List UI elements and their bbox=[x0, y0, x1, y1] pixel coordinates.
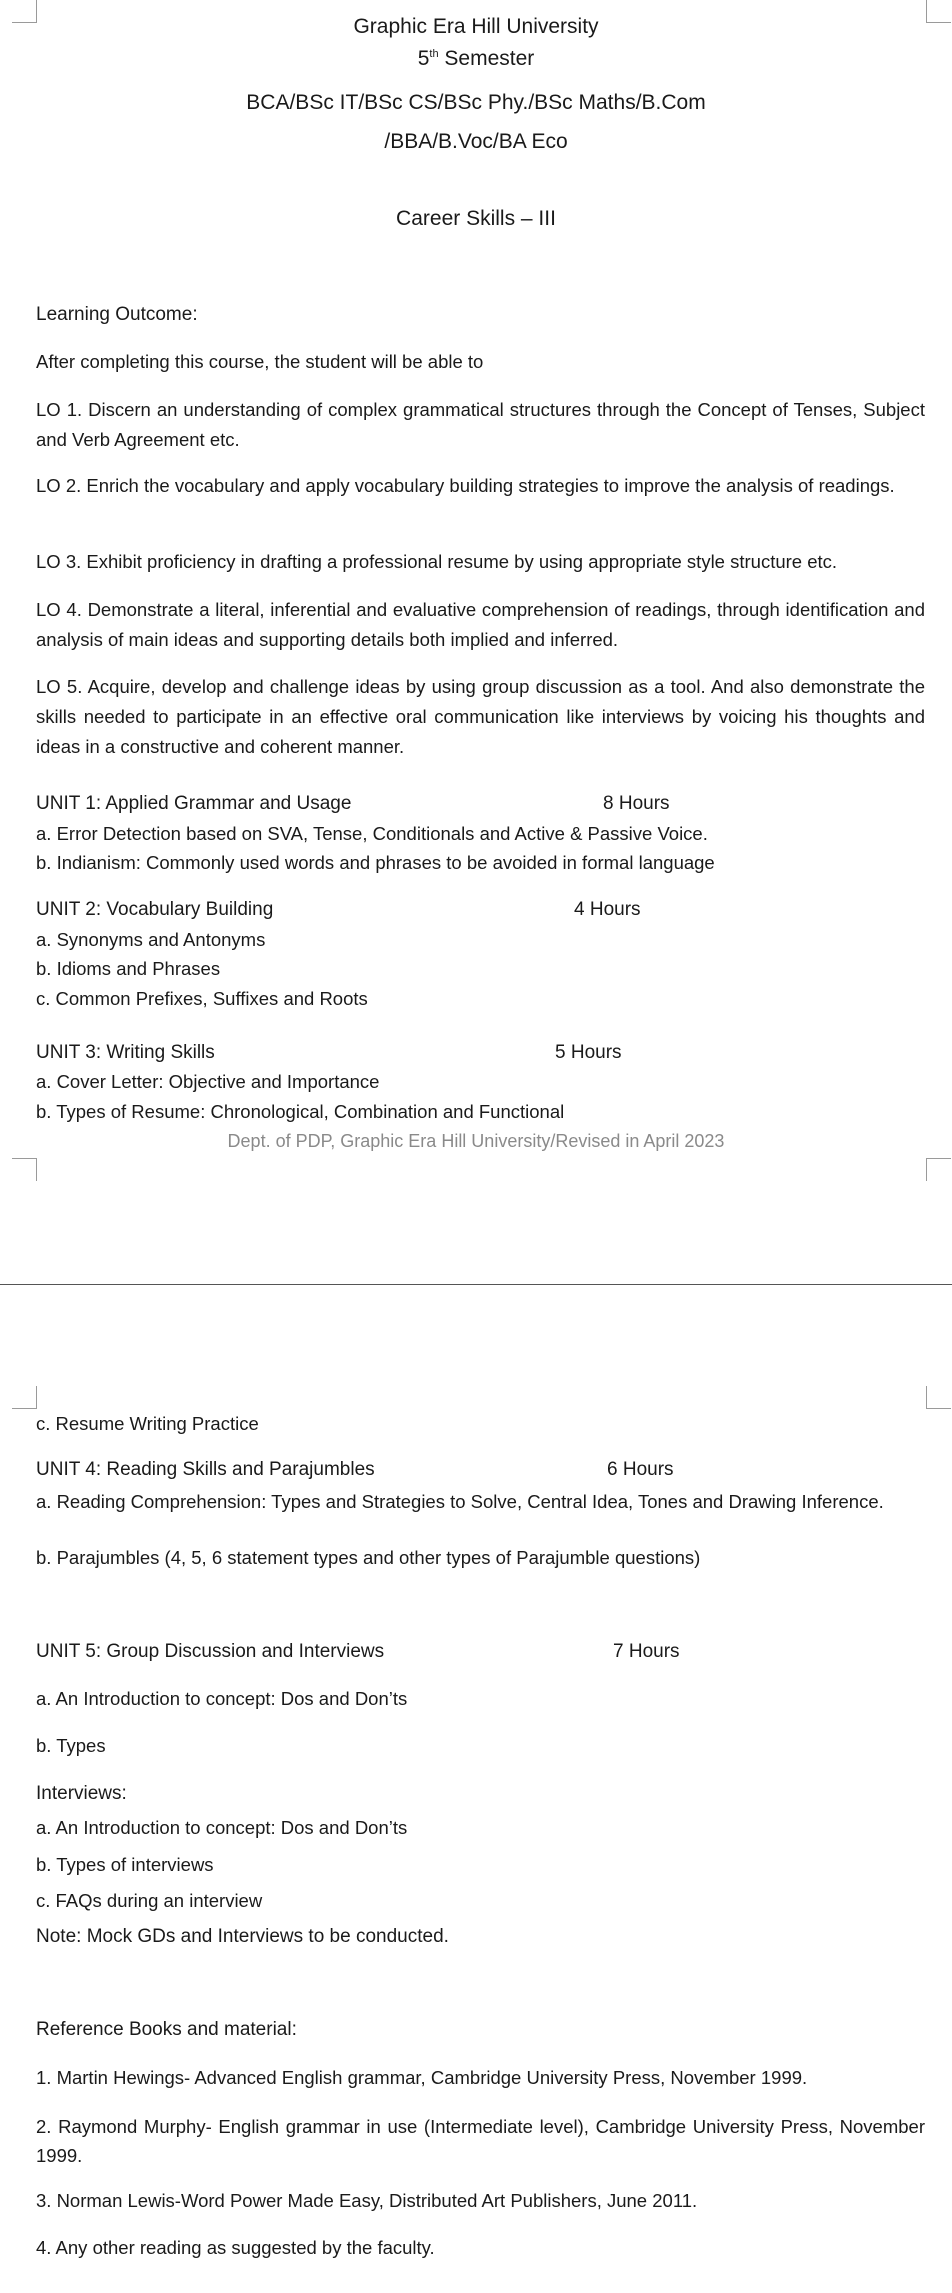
reference-item: 4. Any other reading as suggested by the faculty. bbox=[36, 2237, 435, 2258]
interviews-item: b. Types of interviews bbox=[36, 1854, 214, 1875]
unit-item: a. Error Detection based on SVA, Tense, Conditionals and Active & Passive Voice. bbox=[36, 823, 708, 844]
interviews-item: a. An Introduction to concept: Dos and Don’ts bbox=[36, 1817, 408, 1838]
page-corner-mark bbox=[926, 1386, 951, 1409]
unit-title: UNIT 3: Writing Skills bbox=[36, 1042, 215, 1063]
interviews-item: c. FAQs during an interview bbox=[36, 1890, 263, 1911]
unit-item: c. Resume Writing Practice bbox=[36, 1413, 259, 1434]
learning-outcome-heading: Learning Outcome: bbox=[36, 304, 198, 325]
unit-item: b. Parajumbles (4, 5, 6 statement types and other types of Parajumble questions) bbox=[36, 1547, 701, 1568]
unit-item: a. Reading Comprehension: Types and Strategies to Solve, Central Idea, Tones and Drawing Inference. bbox=[36, 1491, 884, 1512]
page-corner-mark bbox=[926, 1158, 951, 1181]
university-name: Graphic Era Hill University bbox=[353, 15, 599, 38]
learning-outcome-item: LO 2. Enrich the vocabulary and apply vocabulary building strategies to improve the analysis of readings. bbox=[36, 475, 895, 496]
course-title: Career Skills – III bbox=[396, 207, 556, 230]
page-corner-mark bbox=[12, 1386, 37, 1409]
programs-line-1: BCA/BSc IT/BSc CS/BSc Phy./BSc Maths/B.Com bbox=[246, 91, 706, 114]
unit-item: b. Indianism: Commonly used words and phrases to be avoided in formal language bbox=[36, 852, 715, 873]
unit-title: UNIT 5: Group Discussion and Interviews bbox=[36, 1641, 385, 1662]
learning-outcome-item: LO 3. Exhibit proficiency in drafting a professional resume by using appropriate style structure etc. bbox=[36, 551, 838, 572]
page-2 bbox=[0, 1286, 952, 2293]
unit-hours: 5 Hours bbox=[555, 1042, 622, 1063]
interviews-heading: Interviews: bbox=[36, 1783, 127, 1804]
learning-outcome-item: LO 4. Demonstrate a literal, inferential and evaluative comprehension of readings, through identification and analysis of main ideas and supporting details both implied and inferred. bbox=[36, 599, 925, 650]
page-separator bbox=[0, 1284, 952, 1285]
unit-hours: 6 Hours bbox=[607, 1459, 674, 1480]
unit-item: b. Types of Resume: Chronological, Combination and Functional bbox=[36, 1101, 565, 1122]
references-heading: Reference Books and material: bbox=[36, 2019, 297, 2040]
unit-item: b. Types bbox=[36, 1735, 106, 1756]
unit-item: a. An Introduction to concept: Dos and Don’ts bbox=[36, 1688, 408, 1709]
learning-outcome-item: LO 1. Discern an understanding of complex grammatical structures through the Concept of Tenses, Subject and Verb Agreement etc. bbox=[36, 399, 925, 450]
unit-hours: 7 Hours bbox=[613, 1641, 680, 1662]
reference-item: 3. Norman Lewis-Word Power Made Easy, Distributed Art Publishers, June 2011. bbox=[36, 2190, 698, 2211]
unit-hours: 8 Hours bbox=[603, 793, 670, 814]
learning-outcome-intro: After completing this course, the student will be able to bbox=[36, 351, 484, 372]
page-footer: Dept. of PDP, Graphic Era Hill University/Revised in April 2023 bbox=[227, 1131, 725, 1151]
unit-title: UNIT 4: Reading Skills and Parajumbles bbox=[36, 1459, 375, 1480]
reference-item: 2. Raymond Murphy- English grammar in use (Intermediate level), Cambridge University Press, November 1999. bbox=[36, 2116, 925, 2166]
reference-item: 1. Martin Hewings- Advanced English grammar, Cambridge University Press, November 1999. bbox=[36, 2067, 808, 2088]
programs-line-2: /BBA/B.Voc/BA Eco bbox=[384, 130, 568, 153]
unit-item: c. Common Prefixes, Suffixes and Roots bbox=[36, 988, 368, 1009]
unit-title: UNIT 2: Vocabulary Building bbox=[36, 899, 274, 920]
unit-title: UNIT 1: Applied Grammar and Usage bbox=[36, 793, 352, 814]
unit-item: a. Synonyms and Antonyms bbox=[36, 929, 266, 950]
page-corner-mark bbox=[12, 1158, 37, 1181]
unit-item: a. Cover Letter: Objective and Importance bbox=[36, 1071, 380, 1092]
semester: 5th Semester bbox=[417, 47, 535, 70]
interviews-note: Note: Mock GDs and Interviews to be conducted. bbox=[36, 1926, 449, 1947]
unit-item: b. Idioms and Phrases bbox=[36, 958, 221, 979]
unit-hours: 4 Hours bbox=[574, 899, 641, 920]
learning-outcome-item: LO 5. Acquire, develop and challenge ideas by using group discussion as a tool. And also demonstrate the skills needed to participate in an effective oral communication like interviews by voicing his thoughts and ideas in a constructive and coherent manner. bbox=[36, 676, 925, 757]
